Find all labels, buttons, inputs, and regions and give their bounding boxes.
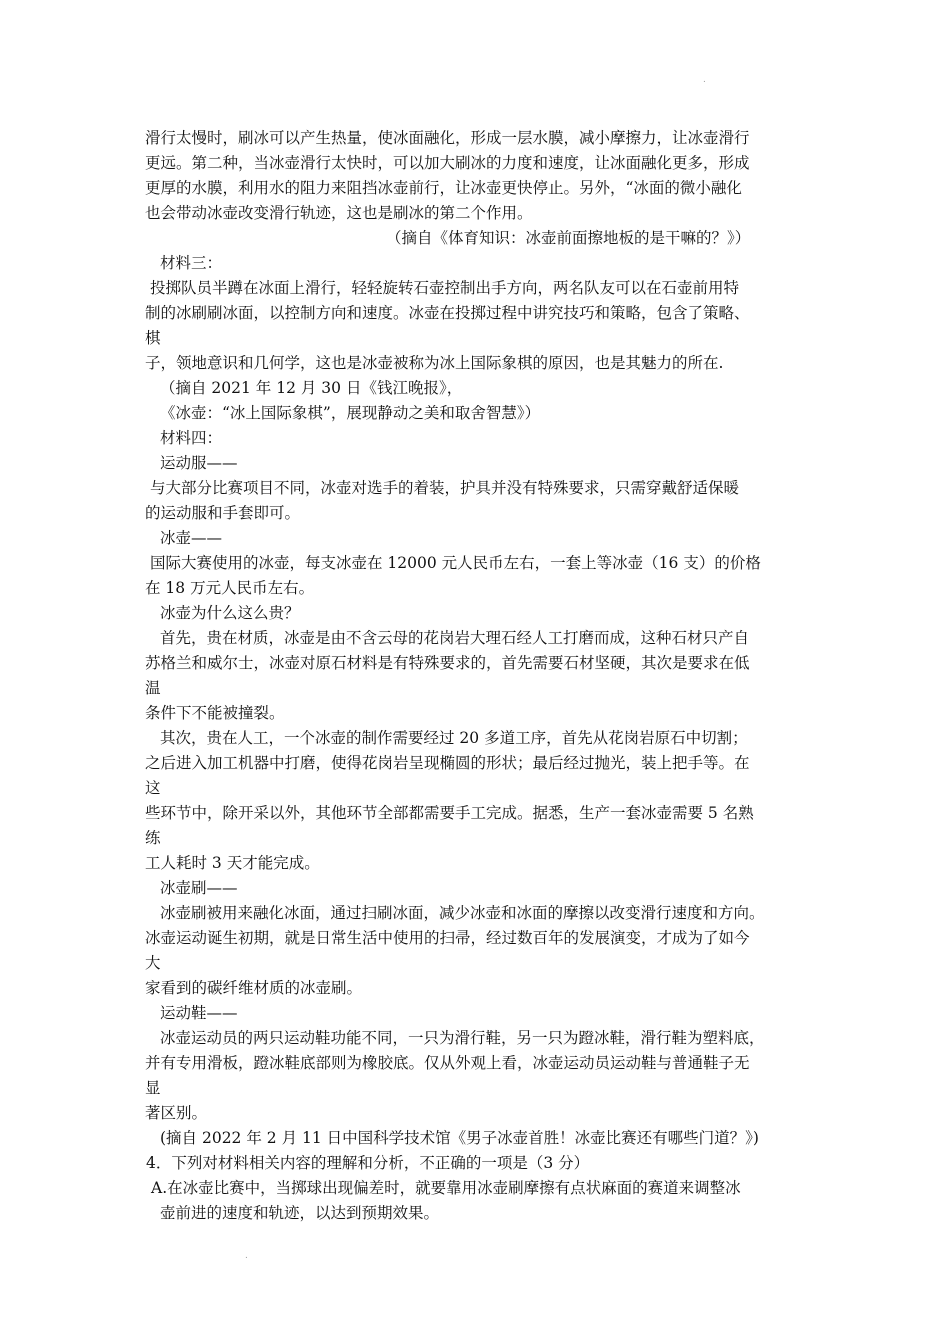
paragraph-line: 显: [145, 1079, 161, 1097]
subheading: 冰壶——: [160, 529, 223, 547]
paragraph-line: 国际大赛使用的冰壶，每支冰壶在 12000 元人民币左右，一套上等冰壶（16 支）的价格: [150, 554, 761, 572]
subheading: 冰壶为什么这么贵？: [160, 604, 300, 622]
paragraph-line: 之后进入加工机器中打磨，使得花岗岩呈现椭圆的形状；最后经过抛光，装上把手等。在: [145, 754, 750, 772]
paragraph-line: 冰壶刷被用来融化冰面，通过扫刷冰面，减少冰壶和冰面的摩擦以改变滑行速度和方向。: [160, 904, 765, 922]
citation: （摘自 2021 年 12 月 30 日《钱江晚报》，: [160, 379, 463, 397]
section-heading: 材料四：: [160, 429, 223, 447]
paragraph-line: 更厚的水膜，利用水的阻力来阻挡冰壶前行，让冰壶更快停止。另外，“冰面的微小融化: [145, 179, 742, 197]
paragraph-line: 在 18 万元人民币左右。: [145, 579, 315, 597]
option-a: A.在冰壶比赛中，当掷球出现偏差时，就要靠用冰壶刷摩擦有点状麻面的赛道来调整冰: [151, 1179, 741, 1197]
question-stem: 4．下列对材料相关内容的理解和分析，不正确的一项是（3 分）: [146, 1154, 590, 1172]
paragraph-line: 其次，贵在人工，一个冰壶的制作需要经过 20 多道工序，首先从花岗岩原石中切割；: [160, 729, 748, 747]
bottom-mark: .: [245, 1250, 248, 1261]
paragraph-line: 家看到的碳纤维材质的冰壶刷。: [145, 979, 363, 997]
paragraph-line: 并有专用滑板，蹬冰鞋底部则为橡胶底。仅从外观上看，冰壶运动员运动鞋与普通鞋子无: [145, 1054, 750, 1072]
paragraph-line: 首先，贵在材质，冰壶是由不含云母的花岗岩大理石经人工打磨而成，这种石材只产自: [160, 629, 750, 647]
citation: (摘自 2022 年 2 月 11 日中国科学技术馆《男子冰壶首胜！冰壶比赛还有哪些门道？》): [160, 1129, 759, 1147]
paragraph-line: 子，领地意识和几何学，这也是冰壶被称为冰上国际象棋的原因，也是其魅力的所在.: [145, 354, 724, 372]
section-heading: 材料三：: [160, 254, 223, 272]
subheading: 运动鞋——: [160, 1004, 238, 1022]
paragraph-line: 更远。第二种，当冰壶滑行太快时，可以加大刷冰的力度和速度，让冰面融化更多，形成: [145, 154, 750, 172]
paragraph-line: 冰壶运动诞生初期，就是日常生活中使用的扫帚，经过数百年的发展演变，才成为了如今: [145, 929, 750, 947]
paragraph-line: 大: [145, 954, 161, 972]
paragraph-line: 练: [145, 829, 161, 847]
subheading: 冰壶刷——: [160, 879, 238, 897]
paragraph-line: 与大部分比赛项目不同，冰壶对选手的着装，护具并没有特殊要求，只需穿戴舒适保暖: [150, 479, 740, 497]
subheading: 运动服——: [160, 454, 238, 472]
paragraph-line: 也会带动冰壶改变滑行轨迹，这也是刷冰的第二个作用。: [145, 204, 533, 222]
paragraph-line: 条件下不能被撞裂。: [145, 704, 285, 722]
paragraph-line: 的运动服和手套即可。: [145, 504, 301, 522]
paragraph-line: 苏格兰和威尔士，冰壶对原石材料是有特殊要求的，首先需要石材坚硬，其次是要求在低: [145, 654, 750, 672]
paragraph-line: 棋: [145, 329, 161, 347]
citation: 《冰壶：“冰上国际象棋”，展现静动之美和取舍智慧》）: [160, 404, 541, 422]
paragraph-line: 著区别。: [145, 1104, 208, 1122]
paragraph-line: 温: [145, 679, 161, 697]
paragraph-line: 些环节中，除开采以外，其他环节全部都需要手工完成。据悉，生产一套冰壶需要 5 名熟: [145, 804, 754, 822]
option-a-continued: 壶前进的速度和轨迹，以达到预期效果。: [160, 1204, 440, 1222]
paragraph-line: 冰壶运动员的两只运动鞋功能不同，一只为滑行鞋，另一只为蹬冰鞋，滑行鞋为塑料底，: [160, 1029, 765, 1047]
top-mark: .: [703, 74, 706, 85]
paragraph-line: 工人耗时 3 天才能完成。: [145, 854, 320, 872]
paragraph-line: 滑行太慢时，刷冰可以产生热量，使冰面融化，形成一层水膜，减小摩擦力，让冰壶滑行: [145, 129, 750, 147]
paragraph-line: 这: [145, 779, 161, 797]
paragraph-line: 投掷队员半蹲在冰面上滑行，轻轻旋转石壶控制出手方向，两名队友可以在石壶前用特: [150, 279, 740, 297]
citation: （摘自《体育知识：冰壶前面擦地板的是干嘛的？》）: [386, 229, 751, 247]
paragraph-line: 制的冰刷刷冰面，以控制方向和速度。冰壶在投掷过程中讲究技巧和策略，包含了策略、: [145, 304, 750, 322]
